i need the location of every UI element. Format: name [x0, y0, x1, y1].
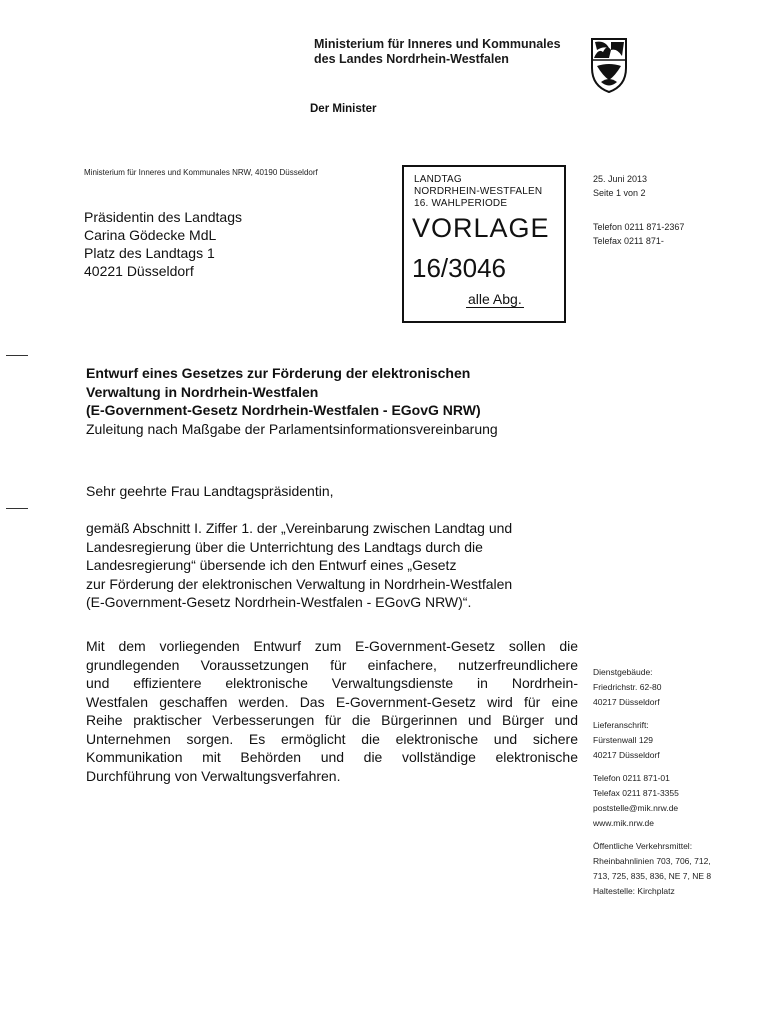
delivery-street: Fürstenwall 129 — [593, 735, 654, 745]
paragraph-line: Landesregierung“ übersende ich den Entwurf eines „Gesetz — [86, 557, 457, 573]
delivery-city: 40217 Düsseldorf — [593, 750, 660, 760]
recipient-line: Präsidentin des Landtags — [84, 209, 242, 225]
subject-line: Entwurf eines Gesetzes zur Förderung der elektronischen — [86, 365, 471, 381]
paragraph-line: Durchführung von Verwaltungsverfahren. — [86, 767, 341, 784]
public-transport — [593, 839, 711, 899]
sender-address-line: Ministerium für Inneres und Kommunales NRW, 40190 Düsseldorf — [84, 168, 318, 177]
paragraph-line: (E-Government-Gesetz Nordrhein-Westfalen - EGovG NRW)“. — [86, 594, 472, 610]
nrw-coat-of-arms-icon — [589, 36, 629, 94]
fold-mark-middle — [6, 508, 28, 509]
subject-block — [86, 364, 498, 438]
landtag-stamp — [402, 165, 566, 323]
recipient-address — [84, 208, 242, 280]
recipient-line: Platz des Landtags 1 — [84, 245, 215, 261]
stamp-line2: NORDRHEIN-WESTFALEN — [414, 186, 543, 197]
office-address — [593, 665, 711, 710]
fold-mark-top — [6, 355, 28, 356]
contact-fax: Telefax 0211 871-3355 — [593, 788, 679, 798]
paragraph-line: Landesregierung über die Unterrichtung des Landtags durch die — [86, 538, 483, 555]
letter-meta — [593, 172, 684, 248]
paragraph-line: Kommunikation mit Behörden und die vollständige elektronische — [86, 749, 578, 765]
office-label: Dienstgebäude: — [593, 667, 653, 677]
transit-stop: Haltestelle: Kirchplatz — [593, 886, 675, 896]
body-paragraph-2 — [86, 637, 578, 785]
minister-title: Der Minister — [310, 103, 377, 115]
paragraph-line: Unternehmen sorgen. Es ermöglicht die elektronische und sichere — [86, 730, 578, 747]
paragraph-line: grundlegenden Voraussetzungen für einfachere, nutzerfreundlichere — [86, 656, 578, 673]
ministry-name — [314, 37, 561, 67]
subject-line: Verwaltung in Nordrhein-Westfalen — [86, 383, 319, 400]
paragraph-line: Reihe praktischer Verbesserungen für die Bürgerinnen und Bürger und — [86, 712, 578, 728]
stamp-number: 16/3046 — [412, 253, 506, 283]
transit-lines: 713, 725, 835, 836, NE 7, NE 8 — [593, 871, 712, 881]
paragraph-line: zur Förderung der elektronischen Verwaltung in Nordrhein-Westfalen — [86, 575, 513, 592]
delivery-address — [593, 718, 711, 763]
contact-website: www.mik.nrw.de — [593, 818, 654, 828]
page-indicator: Seite 1 von 2 — [593, 188, 646, 198]
recipient-line: 40221 Düsseldorf — [84, 263, 194, 279]
contact-info — [593, 771, 711, 831]
office-street: Friedrichstr. 62-80 — [593, 682, 662, 692]
subject-note: Zuleitung nach Maßgabe der Parlamentsinformationsvereinbarung — [86, 420, 498, 437]
stamp-note: alle Abg. — [468, 291, 522, 307]
stamp-vorlage: VORLAGE — [412, 213, 550, 243]
transit-label: Öffentliche Verkehrsmittel: — [593, 841, 693, 851]
letter-date: 25. Juni 2013 — [593, 174, 648, 184]
office-city: 40217 Düsseldorf — [593, 697, 660, 707]
delivery-label: Lieferanschrift: — [593, 720, 649, 730]
salutation: Sehr geehrte Frau Landtagspräsidentin, — [86, 483, 334, 499]
contact-telefax: Telefax 0211 871- — [593, 236, 664, 246]
paragraph-line: Westfalen geschaffen werden. Das E-Government-Gesetz wird für eine — [86, 693, 578, 710]
contact-telefon: Telefon 0211 871-2367 — [593, 222, 685, 232]
contact-phone: Telefon 0211 871-01 — [593, 773, 670, 783]
recipient-line: Carina Gödecke MdL — [84, 227, 217, 243]
ministry-name-line1: Ministerium für Inneres und Kommunales — [314, 37, 561, 51]
stamp-line3: 16. WAHLPERIODE — [414, 198, 508, 209]
paragraph-line: Mit dem vorliegenden Entwurf zum E-Government-Gesetz sollen die — [86, 638, 578, 654]
paragraph-line: gemäß Abschnitt I. Ziffer 1. der „Vereinbarung zwischen Landtag und — [86, 520, 513, 536]
subject-line: (E-Government-Gesetz Nordrhein-Westfalen - EGovG NRW) — [86, 402, 481, 418]
stamp-line1: LANDTAG — [414, 174, 462, 185]
paragraph-line: und effizientere elektronische Verwaltungsdienste in Nordrhein- — [86, 675, 578, 691]
contact-email: poststelle@mik.nrw.de — [593, 803, 679, 813]
transit-lines: Rheinbahnlinien 703, 706, 712, — [593, 856, 711, 866]
ministry-contact-sidebar — [593, 665, 711, 907]
body-paragraph-1 — [86, 519, 512, 612]
ministry-name-line2: des Landes Nordrhein-Westfalen — [314, 52, 509, 66]
